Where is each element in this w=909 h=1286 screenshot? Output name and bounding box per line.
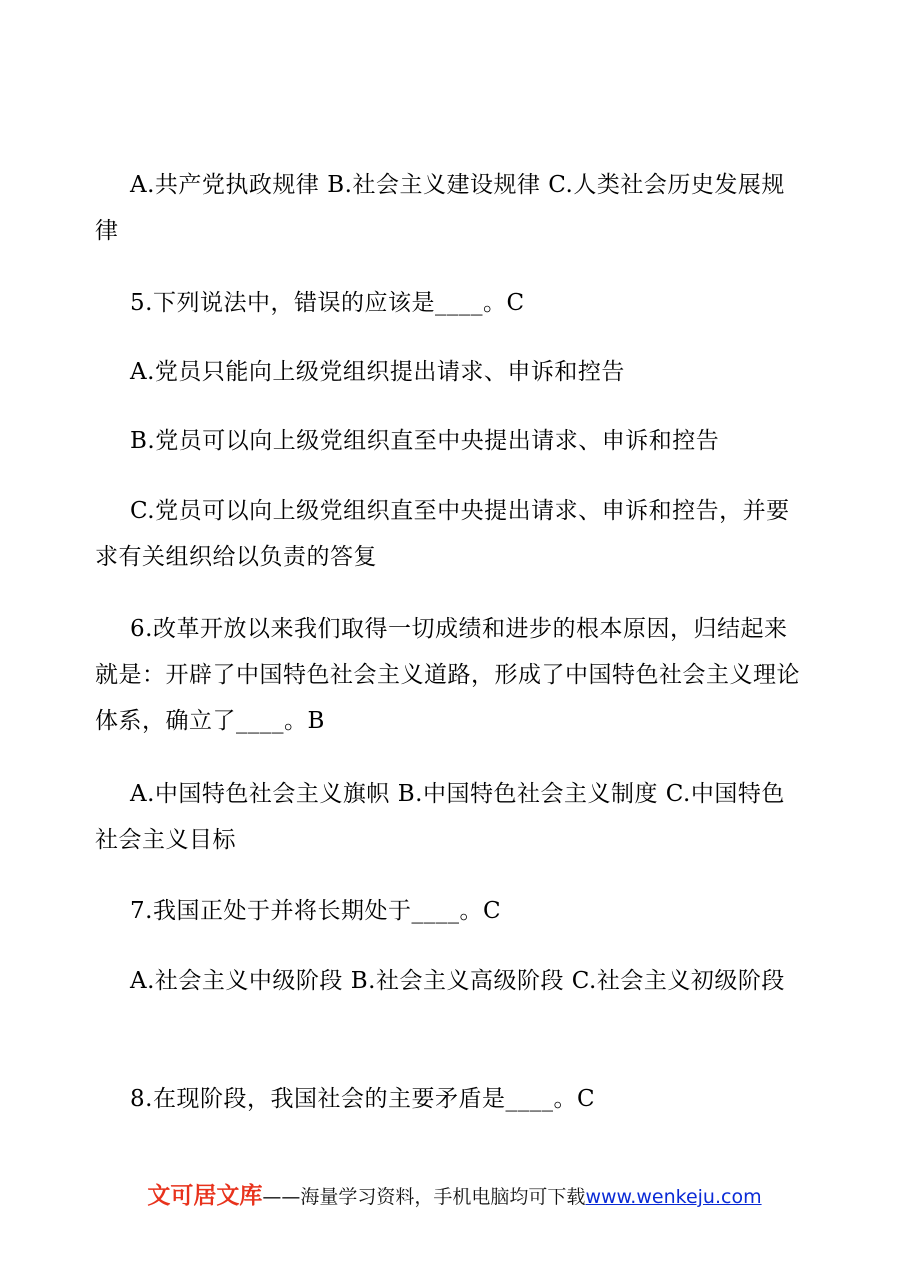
footer-brand: 文可居文库 [147, 1183, 263, 1209]
question-7-stem: 7.我国正处于并将长期处于____。C [130, 898, 502, 924]
question-4-options: A.共产党执政规律 B.社会主义建设规律 C.人类社会历史发展规律 [95, 172, 785, 244]
question-5-option-c: C.党员可以向上级党组织直至中央提出请求、申诉和控告，并要求有关组织给以负责的答复 [95, 498, 790, 570]
question-5-stem: 5.下列说法中，错误的应该是____。C [130, 290, 525, 316]
question-5-option-b: B.党员可以向上级党组织直至中央提出请求、申诉和控告 [130, 428, 720, 454]
question-6-options: A.中国特色社会主义旗帜 B.中国特色社会主义制度 C.中国特色社会主义目标 [95, 781, 785, 853]
question-6-stem: 6.改革开放以来我们取得一切成绩和进步的根本原因，归结起来就是：开辟了中国特色社会主义道路，形成了中国特色社会主义理论体系，确立了____。B [95, 616, 800, 734]
footer-site-link[interactable]: www.wenkeju.com [585, 1186, 762, 1208]
page-footer [0, 1178, 909, 1215]
question-5-option-a: A.党员只能向上级党组织提出请求、申诉和控告 [130, 359, 625, 385]
question-8-stem: 8.在现阶段，我国社会的主要矛盾是____。C [130, 1086, 596, 1112]
question-7-options: A.社会主义中级阶段 B.社会主义高级阶段 C.社会主义初级阶段 [130, 968, 785, 994]
footer-slogan: ——海量学习资料，手机电脑均可下载 [262, 1186, 586, 1208]
